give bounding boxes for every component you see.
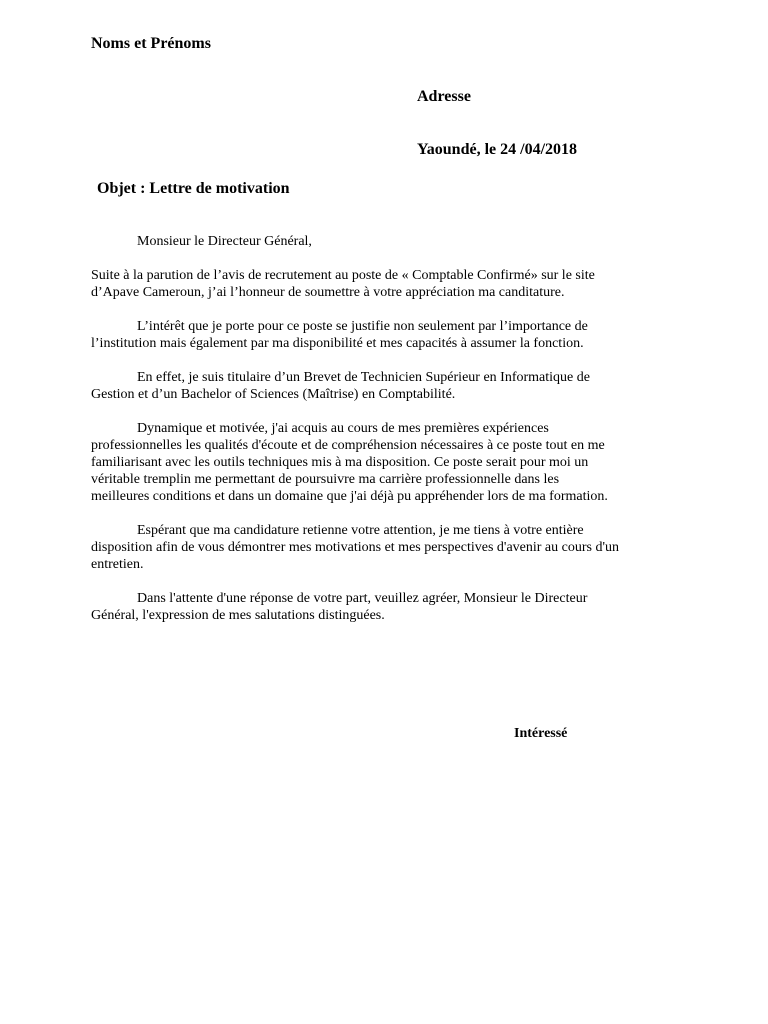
- paragraph-line: Dynamique et motivée, j'ai acquis au cours de mes premières expériences: [137, 421, 549, 436]
- paragraph-line: En effet, je suis titulaire d’un Brevet de Technicien Supérieur en Informatique de: [137, 370, 590, 385]
- paragraph-line: Espérant que ma candidature retienne votre attention, je me tiens à votre entière: [137, 523, 584, 538]
- paragraph-recruitment-notice: [91, 267, 691, 301]
- paragraph-line: véritable tremplin me permettant de poursuivre ma carrière professionnelle dans les: [91, 472, 560, 487]
- paragraph-line: d’Apave Cameroun, j’ai l’honneur de soumettre à votre appréciation ma canditature.: [91, 285, 565, 300]
- paragraph-line: disposition afin de vous démontrer mes motivations et mes perspectives d'avenir au cours d'un: [91, 540, 619, 555]
- paragraph-closing: [91, 590, 691, 624]
- signature: Intéressé: [514, 726, 568, 741]
- sender-name: Noms et Prénoms: [91, 35, 211, 52]
- sender-address: Adresse: [417, 88, 471, 105]
- paragraph-availability: [91, 522, 691, 573]
- paragraph-line: Gestion et d’un Bachelor of Sciences (Maîtrise) en Comptabilité.: [91, 387, 456, 402]
- paragraph-line: Dans l'attente d'une réponse de votre part, veuillez agréer, Monsieur le Directeur: [137, 591, 588, 606]
- letter-body: [91, 233, 691, 641]
- paragraph-line: meilleures conditions et dans un domaine que j'ai déjà pu appréhender lors de ma formation.: [91, 489, 608, 504]
- paragraph-line: Général, l'expression de mes salutations distinguées.: [91, 608, 385, 623]
- paragraph-line: l’institution mais également par ma disponibilité et mes capacités à assumer la fonction.: [91, 336, 584, 351]
- paragraph-line: familiarisant avec les outils techniques mis à ma disposition. Ce poste serait pour moi un: [91, 455, 589, 470]
- paragraph-interest: [91, 318, 691, 352]
- salutation: Monsieur le Directeur Général,: [137, 234, 312, 249]
- paragraph-line: professionnelles les qualités d'écoute et de compréhension nécessaires à ce poste tout en me: [91, 438, 605, 453]
- letter-subject: Objet : Lettre de motivation: [97, 180, 290, 197]
- paragraph-experience: [91, 420, 691, 505]
- paragraph-line: Suite à la parution de l’avis de recrutement au poste de « Comptable Confirmé» sur le site: [91, 268, 595, 283]
- paragraph-qualifications: [91, 369, 691, 403]
- paragraph-line: L’intérêt que je porte pour ce poste se justifie non seulement par l’importance de: [137, 319, 588, 334]
- date-line: Yaoundé, le 24 /04/2018: [417, 141, 578, 158]
- paragraph-line: entretien.: [91, 557, 144, 572]
